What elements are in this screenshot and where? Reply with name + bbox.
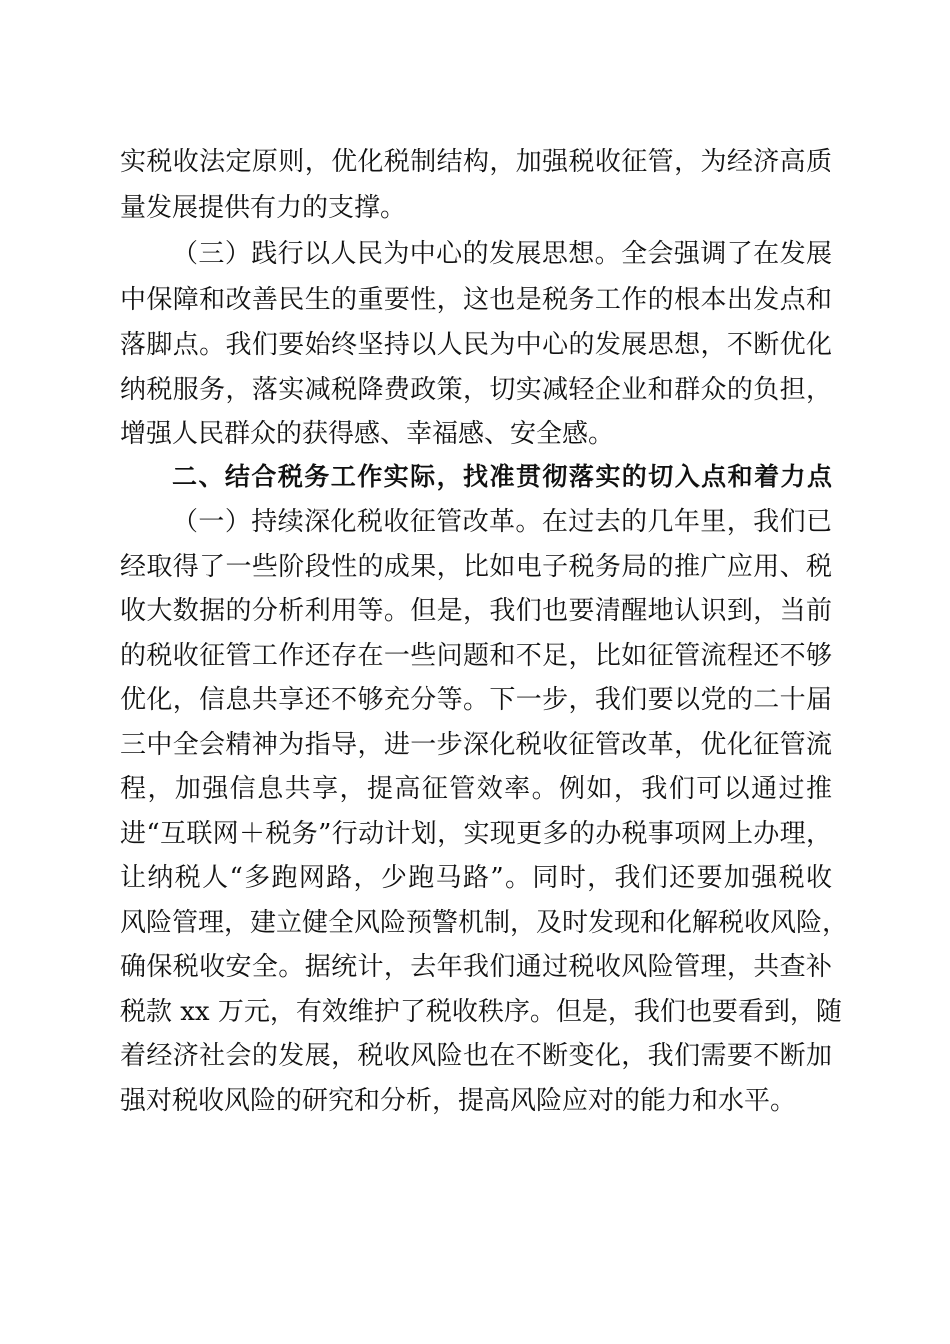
paragraph-line: 中保障和改善民生的重要性，这也是税务工作的根本出发点和 (120, 285, 832, 315)
paragraph-line: 纳税服务，落实减税降费政策，切实减轻企业和群众的负担， (120, 375, 832, 405)
paragraph-line: 量发展提供有力的支撑。 (120, 193, 407, 223)
paragraph-line: 程，加强信息共享，提高征管效率。例如，我们可以通过推 (120, 774, 832, 804)
paragraph-line: （一）持续深化税收征管改革。在过去的几年里，我们已 (172, 507, 832, 537)
paragraph-line: 风险管理，建立健全风险预警机制，及时发现和化解税收风险， (120, 908, 849, 938)
paragraph-line: 经取得了一些阶段性的成果，比如电子税务局的推广应用、税 (120, 552, 832, 582)
paragraph-line: 进“互联网＋税务”行动计划，实现更多的办税事项网上办理， (120, 819, 832, 849)
paragraph-line: 增强人民群众的获得感、幸福感、安全感。 (120, 419, 615, 449)
paragraph-line: 强对税收风险的研究和分析，提高风险应对的能力和水平。 (120, 1086, 797, 1116)
paragraph-line: 税款 xx 万元，有效维护了税收秩序。但是，我们也要看到，随 (120, 997, 842, 1027)
paragraph-line: 让纳税人“多跑网路，少跑马路”。同时，我们还要加强税收 (120, 863, 832, 893)
paragraph-line: 收大数据的分析利用等。但是，我们也要清醒地认识到，当前 (120, 596, 832, 626)
paragraph-line: 优化，信息共享还不够充分等。下一步，我们要以党的二十届 (120, 685, 832, 715)
paragraph-line: 三中全会精神为指导，进一步深化税收征管改革，优化征管流 (120, 730, 832, 760)
paragraph-line: 着经济社会的发展，税收风险也在不断变化，我们需要不断加 (120, 1041, 832, 1071)
paragraph-line: 落脚点。我们要始终坚持以人民为中心的发展思想，不断优化 (120, 330, 832, 360)
paragraph-line: 确保税收安全。据统计，去年我们通过税收风险管理，共查补 (120, 952, 832, 982)
section-heading: 二、结合税务工作实际，找准贯彻落实的切入点和着力点 (172, 462, 832, 491)
paragraph-line: 实税收法定原则，优化税制结构，加强税收征管，为经济高质 (120, 147, 832, 177)
paragraph-line: 的税收征管工作还存在一些问题和不足，比如征管流程还不够 (120, 641, 832, 671)
paragraph-line: （三）践行以人民为中心的发展思想。全会强调了在发展 (172, 239, 832, 269)
